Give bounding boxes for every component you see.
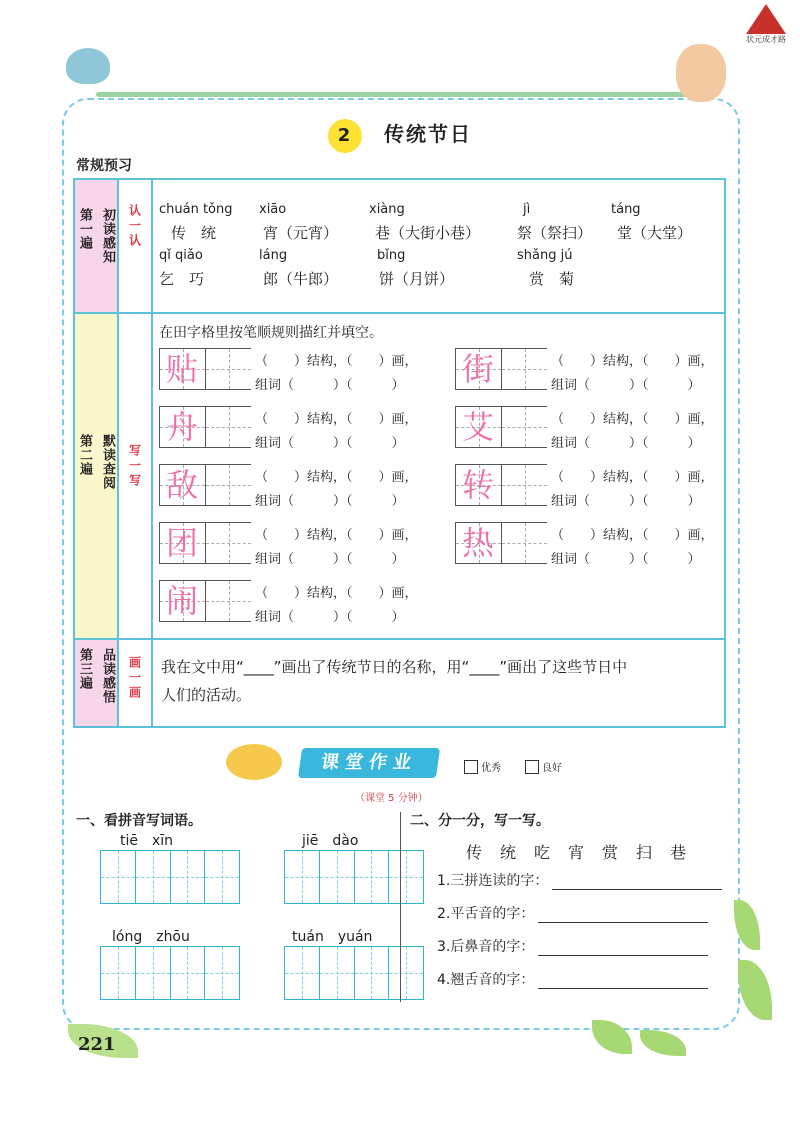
checkbox-good[interactable] [525, 760, 539, 774]
answer-grid[interactable] [284, 946, 424, 1000]
cartoon-character-illustration [676, 44, 726, 102]
bird-illustration [66, 48, 110, 84]
publisher-logo: 状元成才路 [744, 4, 788, 45]
pinyin-prompt: jiē dào [302, 833, 359, 849]
draw-instruction-line-1: 我在文中用“____”画出了传统节日的名称，用“____”画出了这些节日中 [161, 658, 628, 676]
pass-cell-2 [74, 313, 118, 639]
tracing-grid[interactable] [455, 406, 547, 448]
pass-cell-3 [74, 639, 118, 727]
trace-character: 团 [165, 524, 198, 562]
page-title [0, 118, 800, 153]
sort-question [437, 969, 708, 989]
structure-strokes-blank[interactable]: （ ）结构，（ ）画， [255, 586, 418, 601]
action-label: 认一认 [127, 204, 142, 249]
trace-character: 街 [461, 350, 494, 388]
structure-strokes-blank[interactable]: （ ）结构，（ ）画， [255, 528, 418, 543]
trace-character: 艾 [461, 408, 494, 446]
word-blank[interactable]: 组词（ ）（ ） [255, 610, 405, 625]
structure-strokes-blank[interactable]: （ ）结构，（ ）画， [255, 470, 418, 485]
checkbox-excellent[interactable] [464, 760, 478, 774]
answer-line[interactable] [538, 907, 708, 923]
pinyin: láng [259, 248, 288, 263]
action-label: 写一写 [127, 444, 142, 489]
column-divider [400, 812, 401, 1002]
pinyin: jì [523, 202, 531, 217]
word: 巷（大街小巷） [375, 224, 481, 242]
classwork-banner: 课堂作业 [298, 748, 440, 778]
word-blank[interactable]: 组词（ ）（ ） [255, 494, 405, 509]
action-cell-3 [118, 639, 152, 727]
activity-label: 品读感悟 [100, 648, 115, 704]
leaf-decoration [738, 960, 772, 1020]
draw-cell [152, 639, 725, 727]
draw-instruction-line-2: 人们的活动。 [161, 686, 252, 704]
structure-strokes-blank[interactable]: （ ）结构，（ ）画， [551, 528, 714, 543]
preview-table [73, 178, 726, 728]
read-words-cell [152, 179, 725, 313]
word-blank[interactable]: 组词（ ）（ ） [255, 552, 405, 567]
word: 乞 巧 [159, 270, 205, 288]
part1-title: 一、看拼音写词语。 [76, 813, 202, 829]
trace-character: 舟 [165, 408, 198, 446]
sort-question-label: 1.三拼连读的字： [437, 873, 549, 889]
activity-label: 初读感知 [100, 208, 115, 264]
rating-label: 良好 [542, 763, 562, 774]
tracing-grid[interactable] [159, 406, 251, 448]
word-blank[interactable]: 组词（ ）（ ） [551, 552, 701, 567]
word-blank[interactable]: 组词（ ）（ ） [551, 494, 701, 509]
rating-good[interactable] [525, 759, 562, 774]
structure-strokes-blank[interactable]: （ ）结构，（ ）画， [551, 412, 714, 427]
lesson-title: 传统节日 [384, 122, 472, 146]
sort-question-label: 4.翘舌音的字： [437, 972, 535, 988]
structure-strokes-blank[interactable]: （ ）结构，（ ）画， [551, 470, 714, 485]
part2-title: 二、分一分，写一写。 [410, 813, 550, 829]
pinyin: chuán tǒng [159, 202, 233, 217]
tracing-grid[interactable] [159, 348, 251, 390]
sort-question [437, 903, 708, 923]
write-chars-cell [152, 313, 725, 639]
word: 郎（牛郎） [263, 270, 339, 288]
trace-character: 敌 [165, 466, 198, 504]
pinyin: xiàng [369, 202, 405, 217]
structure-strokes-blank[interactable]: （ ）结构，（ ）画， [255, 354, 418, 369]
trace-character: 贴 [165, 350, 198, 388]
answer-grid[interactable] [284, 850, 424, 904]
leaf-decoration [640, 1030, 686, 1056]
action-label: 画一画 [127, 656, 142, 701]
rating-label: 优秀 [481, 763, 501, 774]
pass-label: 第二遍 [77, 434, 92, 476]
answer-grid[interactable] [100, 850, 240, 904]
section-label: 常规预习 [76, 158, 132, 174]
pass-label: 第一遍 [77, 208, 92, 250]
pinyin: shǎng jú [517, 248, 573, 263]
tracing-grid[interactable] [455, 522, 547, 564]
mascot-illustration [226, 744, 282, 780]
sort-characters: 传 统 吃 宵 赏 扫 巷 [466, 843, 688, 862]
structure-strokes-blank[interactable]: （ ）结构，（ ）画， [551, 354, 714, 369]
structure-strokes-blank[interactable]: （ ）结构，（ ）画， [255, 412, 418, 427]
tracing-grid[interactable] [159, 464, 251, 506]
tracing-grid[interactable] [455, 348, 547, 390]
answer-line[interactable] [538, 973, 708, 989]
rating-excellent[interactable] [464, 759, 501, 774]
sort-question-label: 3.后鼻音的字： [437, 939, 535, 955]
word-blank[interactable]: 组词（ ）（ ） [255, 378, 405, 393]
page-number: 221 [78, 1034, 116, 1055]
trace-character: 热 [461, 524, 494, 562]
pinyin-prompt: lóng zhōu [112, 929, 190, 945]
word: 饼（月饼） [379, 270, 455, 288]
trace-character: 闹 [165, 582, 198, 620]
tracing-grid[interactable] [159, 522, 251, 564]
tracing-grid[interactable] [159, 580, 251, 622]
word: 祭（祭扫） [517, 224, 593, 242]
write-instruction: 在田字格里按笔顺规则描红并填空。 [159, 325, 383, 341]
pinyin: qǐ qiǎo [159, 248, 203, 263]
pinyin-prompt: tuán yuán [292, 929, 373, 945]
word-blank[interactable]: 组词（ ）（ ） [551, 378, 701, 393]
sort-question-label: 2.平舌音的字： [437, 906, 535, 922]
answer-line[interactable] [538, 940, 708, 956]
answer-grid[interactable] [100, 946, 240, 1000]
pinyin-prompt: tiē xīn [120, 833, 174, 849]
word: 宵（元宵） [263, 224, 339, 242]
word: 赏 菊 [529, 270, 575, 288]
pinyin: xiāo [259, 202, 287, 217]
sort-question [437, 870, 722, 890]
time-note: （课堂 5 分钟） [355, 793, 428, 804]
answer-line[interactable] [552, 874, 722, 890]
word-blank[interactable]: 组词（ ）（ ） [551, 436, 701, 451]
pinyin: táng [611, 202, 641, 217]
tracing-grid[interactable] [455, 464, 547, 506]
sort-question [437, 936, 708, 956]
word: 堂（大堂） [617, 224, 693, 242]
pass-cell-1 [74, 179, 118, 313]
trace-character: 转 [461, 466, 494, 504]
action-cell-2 [118, 313, 152, 639]
top-decorative-line [96, 92, 696, 97]
word-blank[interactable]: 组词（ ）（ ） [255, 436, 405, 451]
lesson-number: 2 [328, 119, 362, 153]
word: 传 统 [171, 224, 217, 242]
pinyin: bǐng [377, 248, 406, 263]
pass-label: 第三遍 [77, 648, 92, 690]
activity-label: 默读查阅 [100, 434, 115, 490]
action-cell-1 [118, 179, 152, 313]
